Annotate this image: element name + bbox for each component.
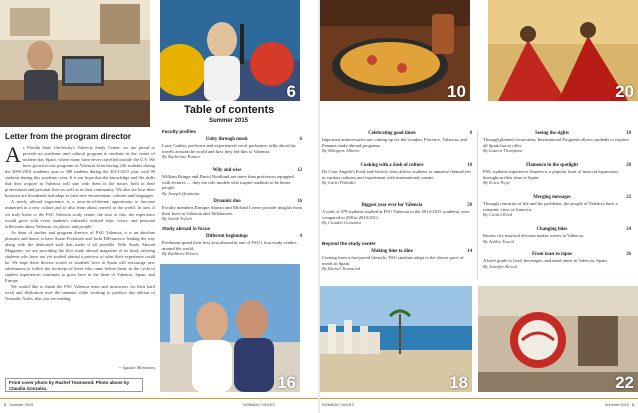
- entry-description: Coming from a fast-paced lifestyle, FSU students adapt to the slower pace of meals in Spain.: [322, 254, 464, 266]
- entry-author: By Rachel Townsend: [322, 266, 361, 272]
- program-director-photo: [0, 0, 150, 127]
- issue-left: Summer 2015: [9, 403, 34, 407]
- entry-page: 22: [626, 195, 631, 200]
- drop-cap: A: [5, 142, 21, 167]
- cooking-photo: [320, 0, 470, 101]
- footer-left: [4, 403, 33, 407]
- entry-page: 16: [297, 199, 302, 204]
- toc-title: Table of contents: [184, 104, 275, 116]
- entry-description: A total of 479 students studied at FSU Valencia in the 2014-2015 academic year compared to 298 in 2010/2011.: [322, 208, 470, 220]
- entry-page: 12: [297, 168, 302, 173]
- entry-title: Flamenco in the spotlight: [526, 163, 578, 168]
- entry-page: 28: [467, 203, 472, 208]
- entry-page: 4: [299, 234, 302, 239]
- unity-through-music-photo: [160, 0, 300, 101]
- entry-author: By Caitlin Reed: [483, 212, 513, 218]
- entry-page: 18: [626, 131, 631, 136]
- footer-rule: [0, 398, 318, 399]
- footer-right: [605, 403, 634, 407]
- magazine-name-left: NOMADIC NOLES: [243, 403, 275, 407]
- page-number-22: 22: [615, 373, 634, 392]
- entry-description: Important anniversaries are coming up for the London, Florence, Valencia, and Panama study abroad programs.: [322, 136, 467, 148]
- entry-title: Cooking with a dash of culture: [360, 163, 424, 168]
- page-number-10: 10: [447, 82, 466, 101]
- section-study-abroad: Study abroad in focus: [162, 226, 211, 231]
- toc-entry[interactable]: [483, 131, 631, 154]
- entry-title: From toast to tapas: [532, 252, 572, 257]
- page-number-16: 16: [277, 373, 296, 392]
- entry-description: FSU students experience flamenco, a popular form of musical expression, throughout their time in Spain.: [483, 168, 619, 180]
- entry-description: A brief guide to food, beverages, and meal times in Valencia, Spain.: [483, 257, 608, 263]
- toc-entry[interactable]: [322, 163, 472, 186]
- entry-description: De Cour Angelo's Food and Society class allows students to immerse themselves in various cultures and experiment with international cuisine.: [322, 168, 471, 180]
- section-beyond-classroom: Beyond the study center: [322, 241, 376, 246]
- entry-description: William Bringe and David Nordlund are more than professors equipped with lectures — they are role models who inspire students to be better people.: [162, 173, 294, 191]
- entry-description: Recent city mayoral election makes waves in Valencia.: [483, 232, 584, 238]
- entry-title: Celebrating good times: [368, 131, 416, 136]
- entry-title: Biggest year ever for Valencia: [361, 203, 423, 208]
- entry-author: By Lauren Thompson: [483, 148, 523, 154]
- entry-author: By Erica Pope: [483, 180, 510, 186]
- right-page: [320, 0, 638, 413]
- toc-entry[interactable]: [483, 227, 631, 244]
- toc-entry[interactable]: [162, 199, 302, 222]
- toc-entry[interactable]: [322, 203, 472, 226]
- letter-signature: ~ Agustin Moratinos: [118, 365, 155, 370]
- toc-entry[interactable]: [322, 249, 472, 272]
- toc-entry[interactable]: [483, 163, 631, 186]
- entry-title: Seeing the sights: [535, 131, 569, 136]
- entry-title: Wily and wise: [212, 168, 242, 173]
- entry-title: Different beginnings: [206, 234, 248, 239]
- merging-messages-photo: [478, 286, 638, 392]
- entry-page: 8: [469, 131, 472, 136]
- valencia-beach-photo: [320, 286, 472, 392]
- magazine-name-right: NOMADIC NOLES: [322, 403, 354, 407]
- letter-paragraph: As Florida State University's Valencia Study Center, we are proud to provide an academic and cultural program to students in the center of modern-day Spain, where many have never travelled outside the U.S. We have grown in our programs in Valencia from having 246 students during the 2009-2010 academic year to 388 students during the 2014-2015 year, with 99 students during this academic year. It is our hope that the knowledge and life skills that they acquire in Valencia will stay with them in the future, both in their professional and personal lives as well as in their community. We also see how their horizons are broadened and adapt to their new environment, cultures and languages.: [5, 142, 155, 199]
- dynamic-duo-photo: [160, 264, 300, 392]
- letter-paragraph: As dean of studies and program director of FSU Valencia, it is an absolute pleasure and honor to have Susan Fortunato and Jacki DiFrancisco leading the way along with the dedicated staff that make it all possible. With Study Abroad Magazine, we are providing the first study abroad magazine of its kind, offering students who have not yet studied abroad a preview of what their experience could be. We hope these diverse stories of students' lives in Spain will encourage new adventurers to follow the footsteps of those who came before them, as the cycle of student experiences continues to grow here in the heart of Valencia, Spain, and Europe.: [5, 229, 155, 284]
- folio-right: 3: [631, 403, 634, 407]
- entry-author: By Jennifer Kessel: [483, 263, 518, 269]
- folio-left: 2: [4, 403, 7, 407]
- entry-author: By Katherine Kanter: [162, 154, 201, 160]
- entry-page: 14: [467, 249, 472, 254]
- entry-page: 24: [626, 227, 631, 232]
- flamenco-photo: [488, 0, 638, 101]
- toc-entry[interactable]: [483, 252, 631, 269]
- entry-description: Through planned excursions, International Programs allows students to explore all Spain has to offer.: [483, 136, 629, 148]
- entry-description: Faculty members Enrique Alonzo and Michael Lerner provide insights from their lives in Valencia and Tallahassee.: [162, 204, 302, 216]
- entry-title: Changing tides: [536, 227, 568, 232]
- footer-rule: [320, 398, 638, 399]
- letter-body: [5, 142, 155, 302]
- issue-right: Summer 2015: [604, 403, 629, 407]
- entry-author: By Joseph Quintana: [162, 191, 200, 197]
- page-number-18: 18: [449, 373, 468, 392]
- entry-author: By Carla Palladio: [322, 180, 356, 186]
- entry-page: 26: [626, 252, 631, 257]
- entry-page: 20: [626, 163, 631, 168]
- entry-title: Unity through music: [205, 137, 249, 142]
- left-page: [0, 0, 318, 413]
- letter-title: Letter from the program director: [5, 132, 132, 141]
- toc-entry[interactable]: [162, 137, 302, 160]
- entry-description: Through centuries of life and his problems, the people of Valencia have a romantic view of America.: [483, 200, 618, 212]
- entry-author: By Sarah Tolsen: [162, 216, 192, 222]
- letter-paragraph: We would like to thank the FSU Valencia team and instructors for their hard work and dedication over the summer while working to produce this edition of Nomadic Noles, that you are reading.: [5, 284, 155, 302]
- entry-description: Larry Garbar, professor and experienced vocal performer, talks about his travels around the world and how they led him to Valencia.: [162, 142, 296, 154]
- photo-caption: Front cover photo by Rachel Townsend. Photo above by Claudia Gonzalez.: [5, 378, 143, 392]
- toc-entry[interactable]: [483, 195, 631, 218]
- page-number-6: 6: [286, 82, 296, 101]
- entry-page: 6: [299, 137, 302, 142]
- toc-entry[interactable]: [162, 234, 302, 257]
- entry-title: Merging messages: [533, 195, 571, 200]
- section-faculty-profiles: Faculty profiles: [162, 129, 196, 134]
- letter-paragraph: A newly abroad experience is a once-in-a-lifetime opportunity to become immersed in a new culture and to also learn about oneself in the world. In turn, if we truly listen to the FSU Valencia study center, the start of this, the experience would grow with every student's culturally infused trips, views, and personal reflections about Valencia, its places, and people.: [5, 199, 155, 229]
- column-divider: [477, 130, 478, 280]
- entry-author: By Milagros Alberto: [322, 148, 360, 154]
- toc-entry[interactable]: [322, 131, 472, 154]
- entry-author: By Kathleen Kostos: [162, 251, 199, 257]
- entry-author: By Ashley Toscal: [483, 238, 515, 244]
- page-number-20: 20: [615, 82, 634, 101]
- entry-page: 10: [467, 163, 472, 168]
- entry-title: Dynamic duo: [213, 199, 241, 204]
- entry-title: Making time to dine: [371, 249, 413, 254]
- toc-entry[interactable]: [162, 168, 302, 197]
- entry-description: Freshman spend their first year abroad in one of FSU's four study centers around the world.: [162, 239, 297, 251]
- entry-author: By Claudia Gonzalez: [322, 220, 362, 226]
- toc-subtitle: Summer 2015: [209, 118, 249, 124]
